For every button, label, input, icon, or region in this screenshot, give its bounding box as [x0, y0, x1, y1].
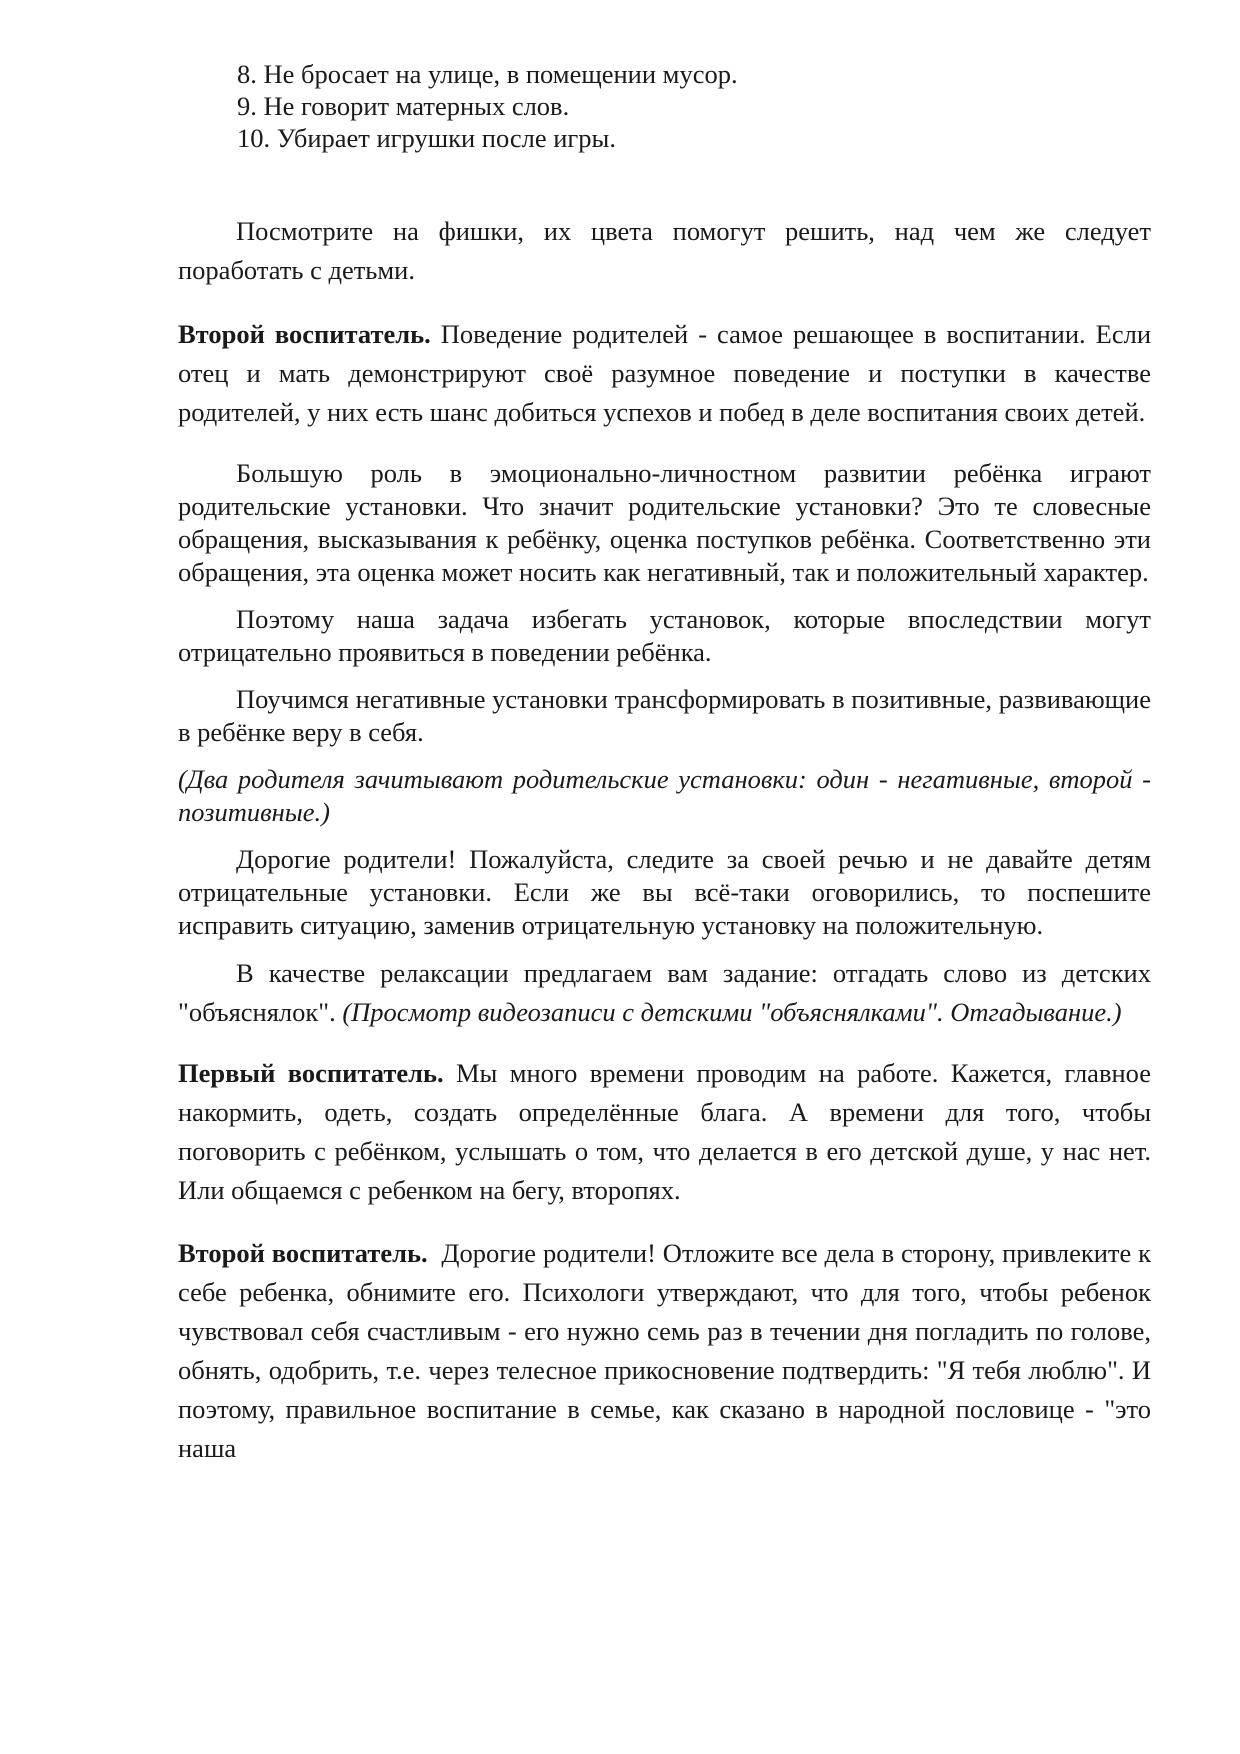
- paragraph-second-educator-1: [178, 315, 1151, 432]
- paragraph-second-educator-2: [178, 1234, 1158, 1468]
- paragraph-transform: Поучимся негативные установки трансформировать в позитивные, развивающие в ребёнке веру в себя.: [178, 684, 1151, 747]
- list-item: 10. Убирает игрушки после игры.: [237, 123, 616, 153]
- paragraph-text: Поведение родителей - самое решающее в воспитании. Если отец и мать демонстрируют своё разумное поведение и поступки в качестве родителей, у них есть шанс добиться успехов и побед в деле воспитания своих детей.: [178, 319, 1151, 427]
- paragraph-task: Поэтому наша задача избегать установок, которые впоследствии могут отрицательно проявиться в поведении ребёнка.: [178, 604, 1151, 667]
- paragraph-dear-parents: Дорогие родители! Пожалуйста, следите за своей речью и не давайте детям отрицательные установки. Если же вы всё-таки оговорились, то поспешите исправить ситуацию, заменив отрицательную установку на положительную.: [178, 844, 1151, 940]
- paragraph-first-educator: [178, 1054, 1151, 1210]
- paragraph-parental-attitudes: Большую роль в эмоционально-личностном развитии ребёнка играют родительские установки. Что значит родительские установки? Это те словесные обращения, высказывания к ребёнку, оценка поступков ребёнка. Соответственно эти обращения, эта оценка может носить как негативный, так и положительный характер.: [178, 458, 1151, 587]
- speaker-label: Второй воспитатель.: [178, 1238, 428, 1268]
- document-page: [178, 58, 1158, 1468]
- list-item: 8. Не бросает на улице, в помещении мусор.: [237, 59, 738, 89]
- speaker-label: Второй воспитатель.: [178, 319, 431, 349]
- speaker-label: Первый воспитатель.: [178, 1058, 444, 1088]
- paragraph-relaxation: [178, 954, 1151, 1032]
- stage-direction: (Просмотр видеозаписи с детскими "объяснялками". Отгадывание.): [342, 997, 1122, 1027]
- paragraph-text: В качестве релаксации предлагаем вам задание: отгадать слово из детских "объяснялок".: [178, 958, 1151, 1027]
- paragraph-text: Дорогие родители! Отложите все дела в сторону, привлеките к себе ребенка, обнимите его. Психологи утверждают, что для того, чтобы ребенок чувствовал себя счастливым - его нужно семь раз в течении дня погладить по голове, обнять, одобрить, т.е. через телесное прикосновение подтвердить: "Я тебя люблю". И поэтому, правильное воспитание в семье, как сказано в народной пословице - "это наша: [178, 1238, 1158, 1463]
- paragraph-stage-direction: (Два родителя зачитывают родительские установки: один - негативные, второй - позитивные.): [178, 764, 1151, 827]
- paragraph-chips: Посмотрите на фишки, их цвета помогут решить, над чем же следует поработать с детьми.: [178, 216, 1151, 285]
- numbered-list: [237, 58, 1151, 154]
- paragraph-text: Мы много времени проводим на работе. Кажется, главное накормить, одеть, создать определённые блага. А времени для того, чтобы поговорить с ребёнком, услышать о том, что делается в его детской душе, у нас нет. Или общаемся с ребенком на бегу, второпях.: [178, 1058, 1151, 1205]
- list-item: 9. Не говорит матерных слов.: [237, 91, 570, 121]
